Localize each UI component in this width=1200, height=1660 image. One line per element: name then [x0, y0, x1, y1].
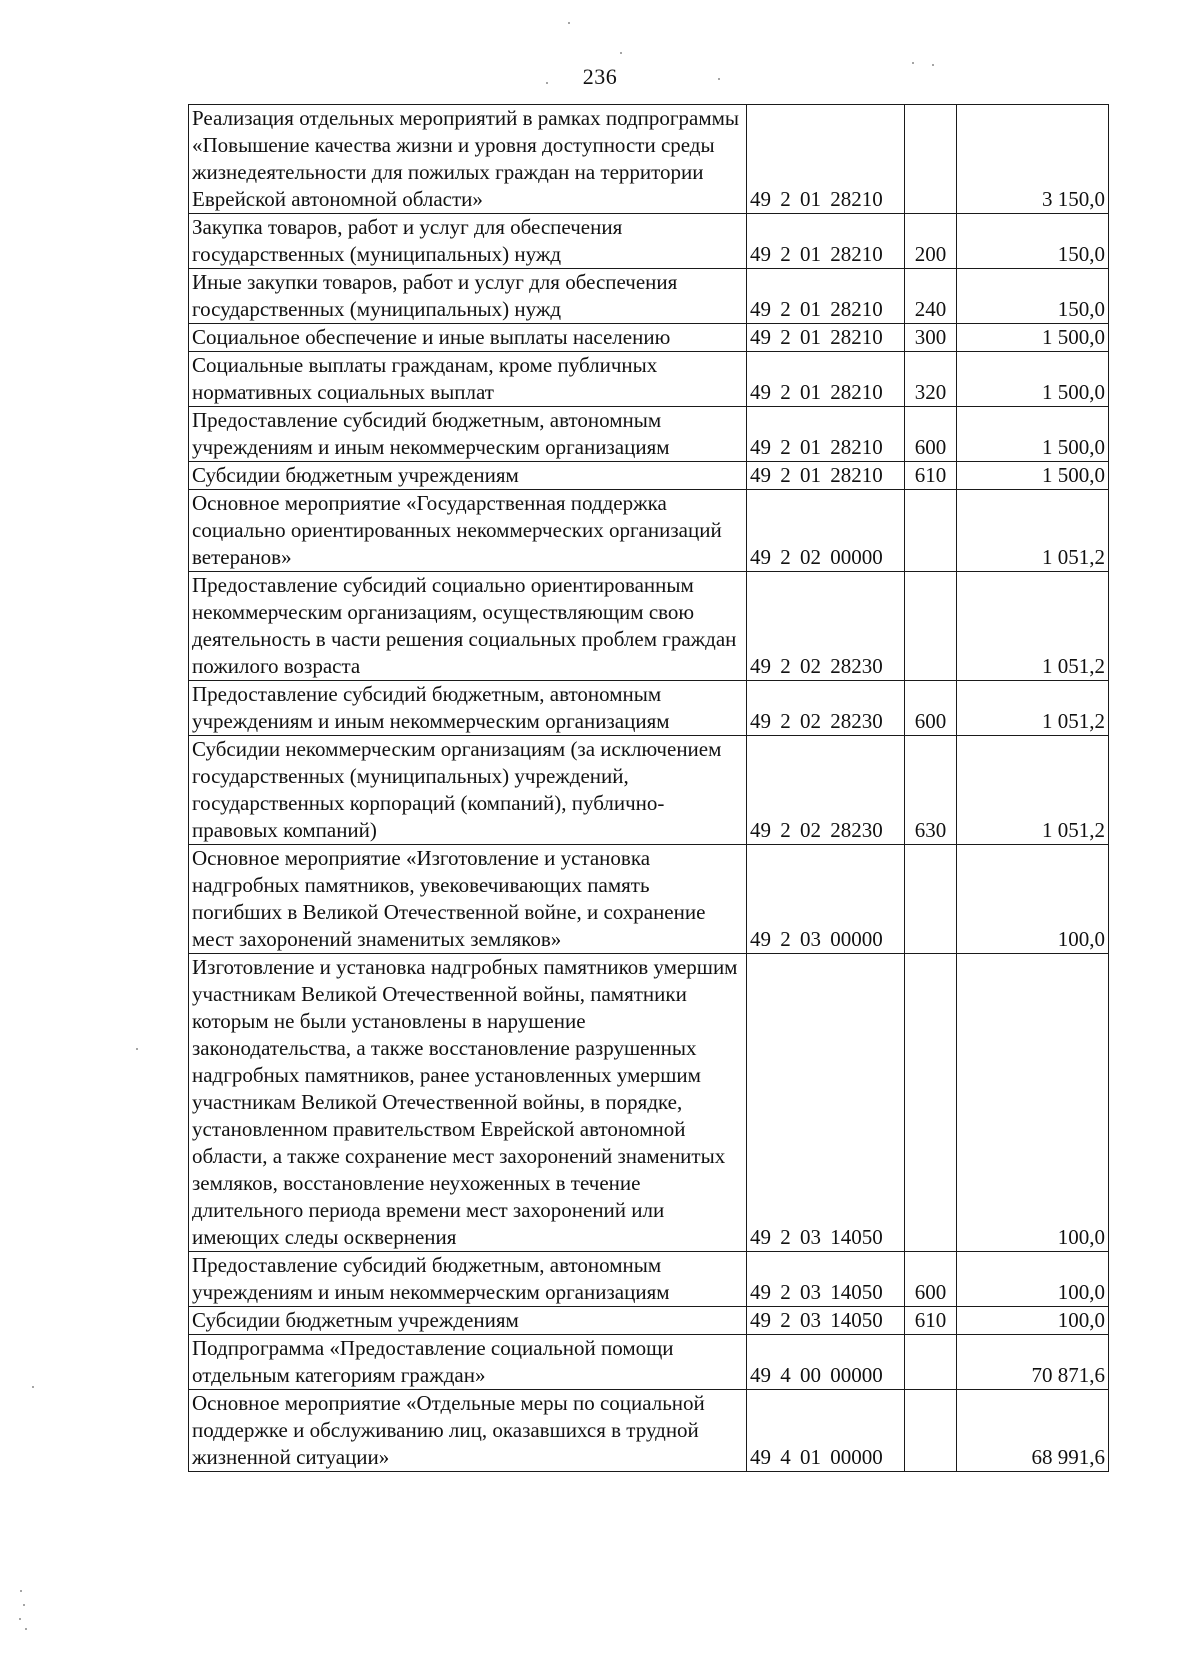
row-code: 49 2 03 14050 [747, 954, 905, 1252]
row-name: Предоставление субсидий бюджетным, автономным учреждениям и иным некоммерческим организациям [189, 681, 747, 736]
row-name: Предоставление субсидий бюджетным, автономным учреждениям и иным некоммерческим организациям [189, 407, 747, 462]
row-code: 49 2 02 28230 [747, 736, 905, 845]
row-name: Предоставление субсидий социально ориентированным некоммерческим организациям, осуществляющим свою деятельность в части решения социальных проблем граждан пожилого возраста [189, 572, 747, 681]
row-sum: 1 051,2 [957, 490, 1109, 572]
row-expense-type: 600 [905, 1252, 957, 1307]
row-sum: 100,0 [957, 1252, 1109, 1307]
scan-speck [23, 1604, 25, 1606]
row-name: Основное мероприятие «Государственная поддержка социально ориентированных некоммерческих организаций ветеранов» [189, 490, 747, 572]
row-sum: 3 150,0 [957, 105, 1109, 214]
table-row [189, 681, 1109, 736]
row-code: 49 4 00 00000 [747, 1335, 905, 1390]
row-expense-type [905, 1390, 957, 1472]
row-code: 49 2 01 28210 [747, 407, 905, 462]
row-expense-type [905, 105, 957, 214]
row-sum: 100,0 [957, 954, 1109, 1252]
row-code: 49 2 02 28230 [747, 572, 905, 681]
scan-speck [620, 52, 622, 54]
row-code: 49 2 01 28210 [747, 324, 905, 352]
row-name: Основное мероприятие «Изготовление и установка надгробных памятников, увековечивающих память погибших в Великой Отечественной войне, и сохранение мест захоронений знаменитых земляков» [189, 845, 747, 954]
row-expense-type [905, 1335, 957, 1390]
row-name: Основное мероприятие «Отдельные меры по социальной поддержке и обслуживанию лиц, оказавшихся в трудной жизненной ситуации» [189, 1390, 747, 1472]
row-sum: 68 991,6 [957, 1390, 1109, 1472]
row-expense-type [905, 954, 957, 1252]
table-row [189, 1252, 1109, 1307]
row-expense-type: 200 [905, 214, 957, 269]
scan-speck [32, 1386, 34, 1388]
scan-speck [912, 62, 914, 64]
table-row [189, 462, 1109, 490]
scan-speck [20, 1590, 22, 1592]
row-name: Предоставление субсидий бюджетным, автономным учреждениям и иным некоммерческим организациям [189, 1252, 747, 1307]
row-expense-type: 320 [905, 352, 957, 407]
scan-speck [19, 1618, 21, 1620]
table-row [189, 105, 1109, 214]
row-name: Иные закупки товаров, работ и услуг для обеспечения государственных (муниципальных) нужд [189, 269, 747, 324]
row-name: Социальные выплаты гражданам, кроме публичных нормативных социальных выплат [189, 352, 747, 407]
table-row [189, 1390, 1109, 1472]
row-code: 49 2 03 14050 [747, 1307, 905, 1335]
row-name: Реализация отдельных мероприятий в рамках подпрограммы «Повышение качества жизни и уровня доступности среды жизнедеятельности для пожилых граждан на территории Еврейской автономной области» [189, 105, 747, 214]
table-row [189, 572, 1109, 681]
table-row [189, 1307, 1109, 1335]
row-code: 49 2 01 28210 [747, 462, 905, 490]
row-code: 49 2 01 28210 [747, 269, 905, 324]
row-expense-type: 630 [905, 736, 957, 845]
row-expense-type [905, 490, 957, 572]
scan-speck [546, 82, 548, 84]
table-row [189, 736, 1109, 845]
row-sum: 1 500,0 [957, 352, 1109, 407]
row-name: Изготовление и установка надгробных памятников умершим участникам Великой Отечественной войны, памятники которым не были установлены в нарушение законодательства, а также восстановление разрушенных надгробных памятников, ранее установленных умершим участникам Великой Отечественной войны, в порядке, установленном правительством Еврейской автономной области, а также сохранение мест захоронений знаменитых земляков, восстановление неухоженных в течение длительного периода времени мест захоронений или имеющих следы осквернения [189, 954, 747, 1252]
row-code: 49 2 01 28210 [747, 214, 905, 269]
row-sum: 1 500,0 [957, 407, 1109, 462]
budget-table [188, 104, 1109, 1472]
row-code: 49 2 01 28210 [747, 105, 905, 214]
row-expense-type [905, 845, 957, 954]
table-row [189, 954, 1109, 1252]
row-code: 49 2 02 00000 [747, 490, 905, 572]
row-expense-type: 610 [905, 462, 957, 490]
row-sum: 150,0 [957, 269, 1109, 324]
table-row [189, 324, 1109, 352]
row-code: 49 2 01 28210 [747, 352, 905, 407]
row-expense-type: 600 [905, 407, 957, 462]
row-name: Субсидии бюджетным учреждениям [189, 1307, 747, 1335]
row-expense-type: 300 [905, 324, 957, 352]
scan-speck [25, 1628, 27, 1630]
row-sum: 1 051,2 [957, 572, 1109, 681]
row-expense-type: 240 [905, 269, 957, 324]
row-name: Подпрограмма «Предоставление социальной помощи отдельным категориям граждан» [189, 1335, 747, 1390]
scan-speck [932, 64, 934, 66]
table-row [189, 845, 1109, 954]
table-row [189, 352, 1109, 407]
row-sum: 70 871,6 [957, 1335, 1109, 1390]
scan-speck [568, 22, 570, 24]
table-row [189, 269, 1109, 324]
row-name: Субсидии некоммерческим организациям (за исключением государственных (муниципальных) учреждений, государственных корпораций (компаний), публично-правовых компаний) [189, 736, 747, 845]
table-row [189, 1335, 1109, 1390]
row-code: 49 2 03 00000 [747, 845, 905, 954]
row-sum: 1 500,0 [957, 462, 1109, 490]
scan-speck [718, 78, 720, 80]
row-sum: 100,0 [957, 1307, 1109, 1335]
row-sum: 1 051,2 [957, 681, 1109, 736]
row-expense-type [905, 572, 957, 681]
row-sum: 150,0 [957, 214, 1109, 269]
row-sum: 1 500,0 [957, 324, 1109, 352]
row-code: 49 2 02 28230 [747, 681, 905, 736]
row-name: Закупка товаров, работ и услуг для обеспечения государственных (муниципальных) нужд [189, 214, 747, 269]
budget-table-body [189, 105, 1109, 1472]
row-sum: 1 051,2 [957, 736, 1109, 845]
row-expense-type: 610 [905, 1307, 957, 1335]
row-name: Социальное обеспечение и иные выплаты населению [189, 324, 747, 352]
scan-speck [136, 1048, 138, 1050]
table-row [189, 407, 1109, 462]
row-sum: 100,0 [957, 845, 1109, 954]
row-expense-type: 600 [905, 681, 957, 736]
table-row [189, 214, 1109, 269]
page-number: 236 [582, 64, 618, 89]
row-code: 49 4 01 00000 [747, 1390, 905, 1472]
table-row [189, 490, 1109, 572]
row-name: Субсидии бюджетным учреждениям [189, 462, 747, 490]
row-code: 49 2 03 14050 [747, 1252, 905, 1307]
